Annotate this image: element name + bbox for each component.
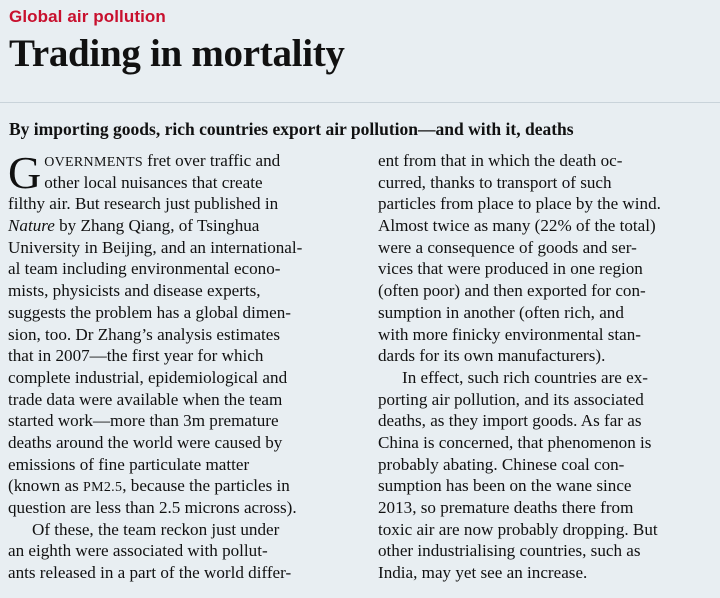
article-line: other local nuisances that create bbox=[44, 172, 263, 192]
article-line: filthy air. But research just published in bbox=[8, 194, 279, 214]
article-line: (often poor) and then exported for con- bbox=[378, 281, 646, 301]
article-column-1 bbox=[8, 147, 353, 584]
journal-name: Nature bbox=[8, 216, 55, 236]
article-line: India, may yet see an increase. bbox=[378, 563, 588, 583]
article-line: dards for its own manufacturers). bbox=[378, 346, 606, 366]
article-line: mists, physicists and disease experts, bbox=[8, 281, 261, 301]
article-line: Almost twice as many (22% of the total) bbox=[378, 216, 656, 236]
article-line: probably abating. Chinese coal con- bbox=[378, 454, 625, 474]
text-run: fret over traffic and bbox=[142, 151, 281, 170]
article-line: al team including environmental econo- bbox=[8, 259, 281, 279]
text-run: by Zhang Qiang, of Tsinghua bbox=[54, 216, 260, 236]
article-line: ants released in a part of the world differ- bbox=[8, 563, 292, 583]
standfirst: By importing goods, rich countries export air pollution—and with it, deaths bbox=[9, 119, 574, 139]
article-line: an eighth were associated with pollut- bbox=[8, 541, 268, 561]
article-line: deaths around the world were caused by bbox=[8, 432, 283, 452]
small-caps-word: OVERNMENTS bbox=[44, 155, 143, 170]
small-caps-term: PM2.5 bbox=[83, 480, 123, 496]
article-line bbox=[8, 215, 353, 237]
divider bbox=[0, 102, 720, 103]
article-line: suggests the problem has a global dimen- bbox=[8, 302, 291, 322]
article-line: In effect, such rich countries are ex- bbox=[402, 367, 648, 387]
article-line: University in Beijing, and an international- bbox=[8, 237, 303, 257]
article-line: trade data were available when the team bbox=[8, 389, 283, 409]
article-line: other industrialising countries, such as bbox=[378, 541, 641, 561]
article-line bbox=[8, 475, 353, 497]
article-line: ent from that in which the death oc- bbox=[378, 151, 623, 170]
article-line: complete industrial, epidemiological and bbox=[8, 367, 288, 387]
article-line: sumption in another (often rich, and bbox=[378, 302, 624, 322]
article-line: 2013, so premature deaths there from bbox=[378, 498, 634, 517]
text-run: (known as bbox=[8, 476, 84, 496]
article-line: sion, too. Dr Zhang’s analysis estimates bbox=[8, 324, 281, 344]
article-line bbox=[8, 150, 353, 172]
page-title: Trading in mortality bbox=[9, 32, 345, 75]
article-line: porting air pollution, and its associated bbox=[378, 389, 644, 409]
article-line: toxic air are now probably dropping. But bbox=[378, 519, 658, 539]
article-line: question are less than 2.5 microns across). bbox=[8, 498, 297, 517]
article-line: started work—more than 3m premature bbox=[8, 411, 279, 431]
drop-cap: G bbox=[8, 147, 42, 198]
article-column-2 bbox=[378, 150, 714, 584]
section-rubric: Global air pollution bbox=[9, 7, 166, 26]
text-run: , because the particles in bbox=[122, 476, 290, 496]
article-line: particles from place to place by the wind. bbox=[378, 194, 661, 214]
article-line: that in 2007—the first year for which bbox=[8, 346, 264, 366]
article-line: vices that were produced in one region bbox=[378, 259, 643, 279]
article-line: deaths, as they import goods. As far as bbox=[378, 411, 642, 431]
article-line: emissions of fine particulate matter bbox=[8, 454, 250, 474]
article-line: with more finicky environmental stan- bbox=[378, 324, 641, 344]
article-line: China is concerned, that phenomenon is bbox=[378, 432, 652, 452]
article-line: Of these, the team reckon just under bbox=[32, 519, 280, 539]
article-line: were a consequence of goods and ser- bbox=[378, 237, 637, 257]
article-line: sumption has been on the wane since bbox=[378, 476, 632, 496]
article-line: curred, thanks to transport of such bbox=[378, 172, 612, 192]
